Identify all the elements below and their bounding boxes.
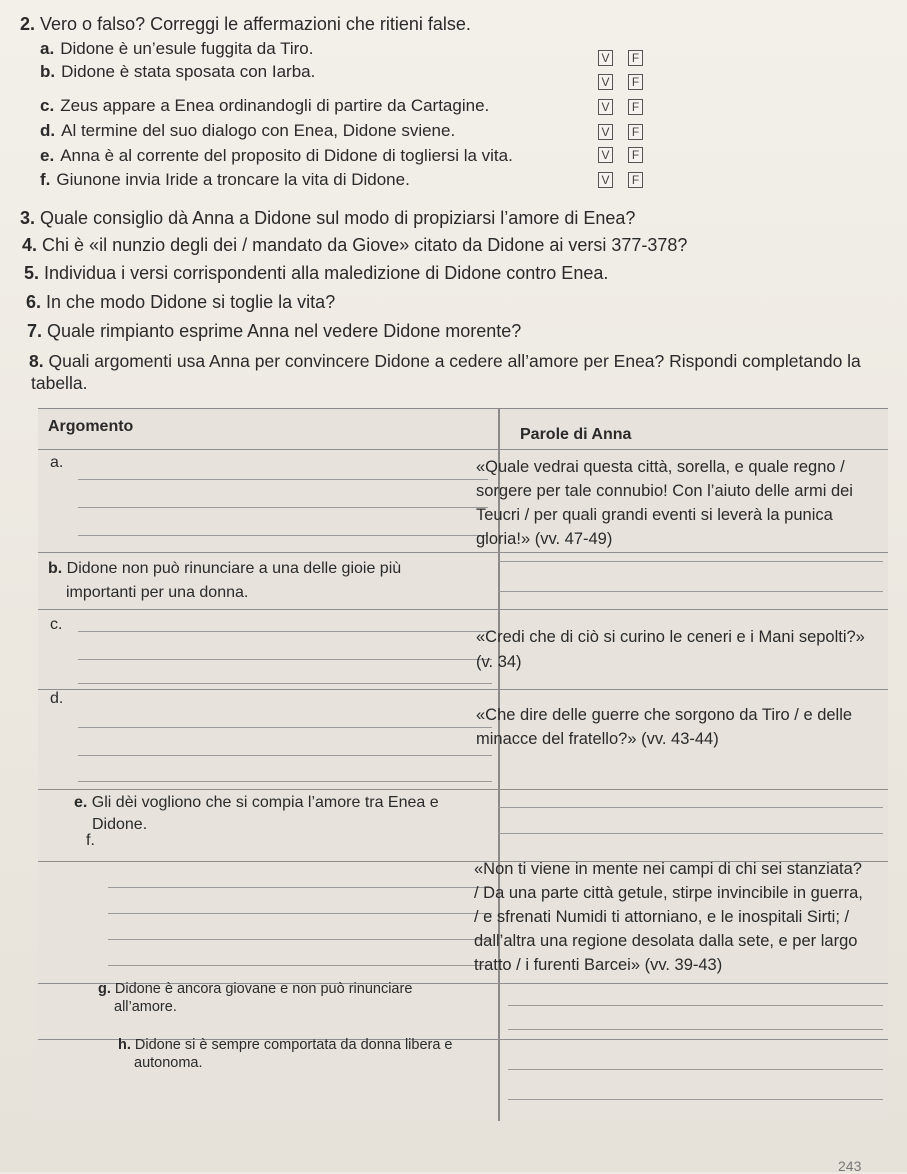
question-number: 4. [22,235,38,255]
question-6 [26,291,335,313]
item-text: Giunone invia Iride a troncare la vita di Didone. [56,170,410,189]
quote-line: / Da una parte città getule, stirpe invincibile in guerra, [474,884,863,902]
quote-line: sorgere per tale connubio! Con l’aiuto delle armi dei [476,482,853,500]
quote-line: «Quale vedrai questa città, sorella, e quale regno / [476,458,845,476]
exercise-2-prompt [20,13,471,35]
answer-line[interactable] [108,965,492,966]
item-text: Zeus appare a Enea ordinandogli di partire da Cartagine. [60,96,490,115]
quote-line: tratto / i furenti Barcei» (vv. 39-43) [474,956,723,974]
item-text: Didone è un’esule fuggita da Tiro. [60,39,314,58]
quote-line: «Non ti viene in mente nei campi di chi sei stanziata? [474,860,862,878]
answer-line[interactable] [78,631,492,632]
row-letter: b. [48,560,63,577]
item-text: Anna è al corrente del proposito di Didone di togliersi la vita. [60,146,513,165]
answer-line[interactable] [498,591,883,592]
answer-line[interactable] [78,507,488,508]
item-letter: c. [40,96,55,115]
false-box[interactable]: F [628,147,643,163]
tf-item-d [40,120,455,142]
argument-text: Didone è ancora giovane e non può rinunciare [114,981,413,997]
exercise-8-prompt [29,350,861,372]
row-letter: e. [74,794,88,811]
answer-line[interactable] [508,1099,883,1100]
row-letter: h. [118,1037,131,1053]
tf-item-f [40,169,410,191]
question-text: Quale consiglio dà Anna a Didone sul modo di propiziarsi l’amore di Enea? [40,208,636,228]
answer-line[interactable] [508,1069,883,1070]
page-number: 243 [838,1158,862,1174]
exercise-number: 8. [29,351,44,371]
answer-line[interactable] [108,913,492,914]
quote-line: / e sfrenati Numidi ti attorniano, e le inospitali Sirti; / [474,908,850,926]
exercise-text: Vero o falso? Correggi le affermazioni che ritieni false. [40,14,471,34]
argument-table [38,408,888,1121]
argument-text: importanti per una donna. [66,584,249,601]
true-box[interactable]: V [598,50,613,66]
row-divider [38,552,888,553]
argument-text: autonoma. [134,1055,203,1071]
exercise-8-prompt-cont: tabella. [31,373,88,393]
question-text: Chi è «il nunzio degli dei / mandato da Giove» citato da Didone ai versi 377-378? [42,235,688,255]
true-box[interactable]: V [598,74,613,90]
tf-item-a [40,38,313,60]
tf-item-c [40,95,489,117]
item-text: Al termine del suo dialogo con Enea, Didone sviene. [61,121,456,140]
question-text: Individua i versi corrispondenti alla maledizione di Didone contro Enea. [44,263,609,283]
answer-line[interactable] [108,887,492,888]
false-box[interactable]: F [628,74,643,90]
question-number: 5. [24,263,40,283]
tf-item-b [40,61,315,83]
item-letter: f. [40,170,51,189]
answer-line[interactable] [508,1005,883,1006]
true-box[interactable]: V [598,124,613,140]
question-4 [22,234,687,256]
false-box[interactable]: F [628,172,643,188]
answer-line[interactable] [78,479,488,480]
answer-line[interactable] [508,1029,883,1030]
quote-line: minacce del fratello?» (vv. 43-44) [476,730,719,748]
row-letter: f. [86,832,95,849]
argument-text: Gli dèi vogliono che si compia l’amore tra Enea e [91,794,439,811]
exercise-text: Quali argomenti usa Anna per convincere Didone a cedere all’amore per Enea? Rispondi completando la [48,351,861,371]
header-parole-di-anna: Parole di Anna [520,426,632,443]
header-argomento: Argomento [48,418,134,435]
false-box[interactable]: F [628,124,643,140]
row-letter: a. [50,454,64,471]
answer-line[interactable] [78,535,488,536]
answer-line[interactable] [78,755,492,756]
row-letter: c. [50,616,63,633]
true-box[interactable]: V [598,147,613,163]
row-letter: g. [98,981,111,997]
quote-line: (v. 34) [476,653,522,671]
answer-line[interactable] [78,683,492,684]
argument-text: Didone. [92,816,148,833]
argument-text: Didone non può rinunciare a una delle gioie più [66,560,402,577]
row-divider [38,689,888,690]
question-number: 7. [27,321,43,341]
row-b-argument [48,557,401,581]
item-letter: a. [40,39,55,58]
question-text: In che modo Didone si toglie la vita? [46,292,336,312]
question-3 [20,207,635,229]
answer-line[interactable] [498,807,883,808]
answer-line[interactable] [108,939,492,940]
quote-line: «Che dire delle guerre che sorgono da Tiro / e delle [476,706,853,724]
answer-line[interactable] [498,833,883,834]
answer-line[interactable] [498,561,883,562]
quote-line: gloria!» (vv. 47-49) [476,530,613,548]
argument-text: all’amore. [114,999,177,1015]
row-e-argument [74,791,439,815]
row-letter: d. [50,690,64,707]
false-box[interactable]: F [628,50,643,66]
quote-line: dall’altra una regione desolata dalla sete, e per largo [474,932,858,950]
exercise-number: 2. [20,14,36,34]
quote-line: Teucri / per quali grandi eventi si leverà la punica [476,506,833,524]
item-letter: e. [40,146,55,165]
true-box[interactable]: V [598,172,613,188]
question-5 [24,262,608,284]
quote-line: «Credi che di ciò si curino le ceneri e i Mani sepolti?» [476,628,865,646]
question-7 [27,320,521,342]
item-text: Didone è stata sposata con Iarba. [61,62,316,81]
tf-item-e [40,145,513,167]
answer-line[interactable] [78,727,492,728]
false-box[interactable]: F [628,99,643,115]
item-letter: d. [40,121,56,140]
answer-line[interactable] [78,659,492,660]
true-box[interactable]: V [598,99,613,115]
item-letter: b. [40,62,56,81]
header-divider [38,449,888,450]
argument-text: Didone si è sempre comportata da donna libera e [134,1037,453,1053]
question-number: 6. [26,292,42,312]
question-number: 3. [20,208,36,228]
question-text: Quale rimpianto esprime Anna nel vedere Didone morente? [47,321,522,341]
row-divider [38,609,888,610]
answer-line[interactable] [78,781,492,782]
